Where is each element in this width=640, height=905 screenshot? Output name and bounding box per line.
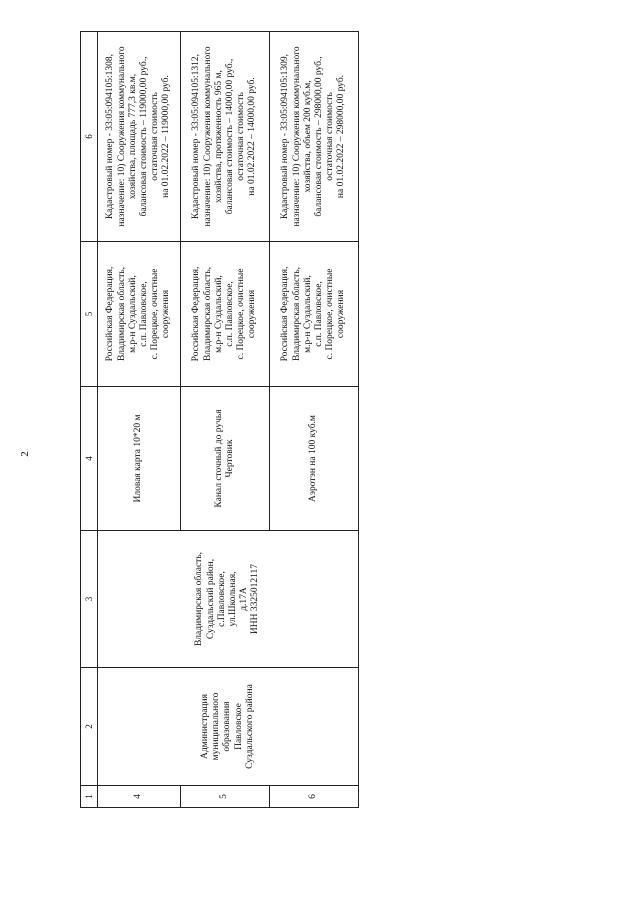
object-details: Кадастровый номер - 33:05:094105:1308, назначение: 10) Сооружения коммунального хозяйства, площадь 777,3 кв.м, балансовая стоимость – 119000,00 руб., остаточная стоимость на 01.02.2022 – 119000,00 руб. [98, 32, 181, 242]
property-registry-table [80, 31, 359, 808]
row-number: 5 [181, 786, 270, 808]
object-name: Канал сточный до ручья Чертовик [181, 387, 270, 531]
column-number: 2 [81, 668, 98, 786]
page-number: 2 [18, 451, 31, 457]
object-name: Аэротэн на 100 куб.м [270, 387, 359, 531]
object-location: Российская Федерация, Владимирская область, м.р-н Суздальский, с.п. Павловское, с. Порецкое, очистные сооружения [181, 242, 270, 387]
column-number: 1 [81, 786, 98, 808]
object-details: Кадастровый номер - 33:05:094105:1309, назначение: 10) Сооружения коммунального хозяйства, объем 200 куб.м, балансовая стоимость – 298000,00 руб., остаточная стоимость на 01.02.2022 – 298000,00 руб. [270, 32, 359, 242]
object-name: Иловая карта 10*20 м [98, 387, 181, 531]
object-details: Кадастровый номер - 33:05:094105:1312, назначение: 10) Сооружения коммунального хозяйства, протяженность 965 м, балансовая стоимость – 14000,00 руб., остаточная стоимость на 01.02.2022 – 14000,00 руб. [181, 32, 270, 242]
owner-address: Владимирская область, Суздальский район, с.Павловское, ул.Школьная, д.17А ИНН 3325012117 [98, 531, 359, 668]
object-location: Российская Федерация, Владимирская область, м.р-н Суздальский, с.п. Павловское, с. Порецкое, очистные сооружения [270, 242, 359, 387]
column-number: 5 [81, 242, 98, 387]
owner-name: Администрация муниципального образования Павловское Суздальского района [98, 668, 359, 786]
rotated-table-container [80, 32, 350, 808]
table-row [98, 32, 181, 808]
column-number-row [81, 32, 98, 808]
row-number: 6 [270, 786, 359, 808]
column-number: 4 [81, 387, 98, 531]
column-number: 6 [81, 32, 98, 242]
column-number: 3 [81, 531, 98, 668]
object-location: Российская Федерация, Владимирская область, м.р-н Суздальский, с.п. Павловское, с. Порецкое, очистные сооружения [98, 242, 181, 387]
row-number: 4 [98, 786, 181, 808]
